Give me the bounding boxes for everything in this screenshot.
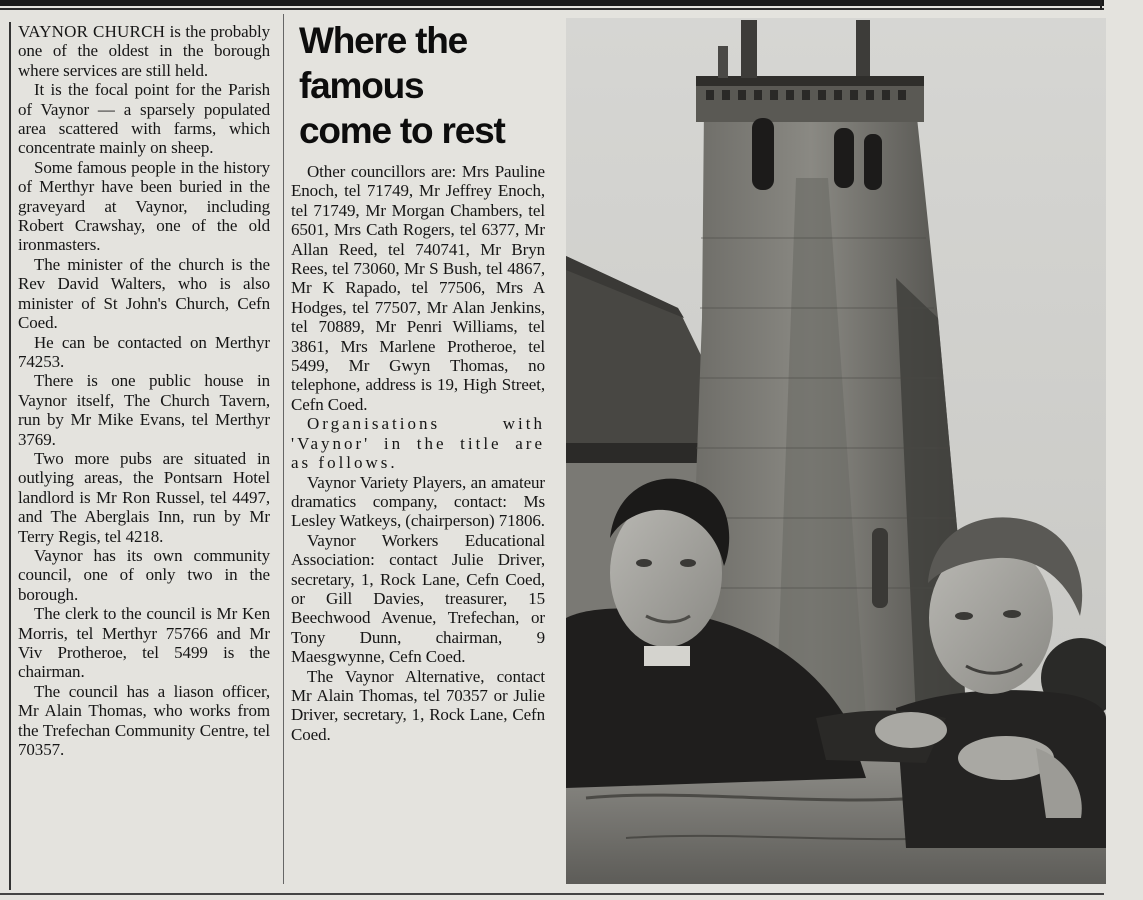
lead-in: VAYNOR CHURCH <box>18 22 166 41</box>
paragraph: The Vaynor Alternative, contact Mr Alain Thomas, tel 70357 or Julie Driver, secretary, 1, Rock Lane, Cefn Coed. <box>291 666 545 744</box>
paragraph: Some famous people in the history of Merthyr have been buried in the graveyard at Vaynor, including Robert Crawshay, one of the old ironmasters. <box>18 157 270 255</box>
bottom-rule <box>0 893 1104 895</box>
paragraph-text: is the probably one of the oldest in the borough where services are still held. <box>18 22 271 80</box>
paragraph-councillors: Other councillors are: Mrs Pauline Enoch, tel 71749, Mr Jeffrey Enoch, tel 71749, Mr Morgan Chambers, tel 6501, Mrs Cath Rogers, tel 6377, Mr Allan Reed, tel 740741, Mr Bryn Rees, tel 73060, Mr S Bush, tel 4867, Mr K Rapado, tel 77506, Mrs A Hodges, tel 77507, Mr Alan Jenkins, tel 70889, Mr Penri Williams, tel 3861, Mrs Marlene Protheroe, tel 5499, Mr Gwyn Thomas, no telephone, address is 19, High Street, Cefn Coed. <box>291 162 545 414</box>
top-rule <box>0 0 1104 6</box>
church-photo-illustration <box>566 18 1106 884</box>
paragraph-intro <box>18 22 270 80</box>
article-column-2 <box>291 162 545 744</box>
paragraph: The minister of the church is the Rev David Walters, who is also minister of St John's Church, Cefn Coed. <box>18 254 270 333</box>
article-column-1 <box>18 22 270 759</box>
church-photo <box>566 18 1106 884</box>
paragraph: The clerk to the council is Mr Ken Morris, tel Merthyr 75766 and Mr Viv Protheroe, tel 5499 is the chairman. <box>18 604 270 682</box>
headline-line-1: Where the <box>299 20 468 61</box>
right-rule-tick <box>1100 0 1102 10</box>
paragraph: Vaynor Variety Players, an amateur dramatics company, contact: Ms Lesley Watkeys, (chairperson) 71806. <box>291 472 545 531</box>
paragraph: Vaynor Workers Educational Association: contact Julie Driver, secretary, 1, Rock Lane, Cefn Coed, or Gill Davies, treasurer, 15 Beechwood Avenue, Trefechan, or Tony Dunn, chairman, 9 Maesgwynne, Cefn Coed. <box>291 530 545 667</box>
headline <box>299 18 559 153</box>
paragraph: Two more pubs are situated in outlying areas, the Pontsarn Hotel landlord is Mr Ron Russel, tel 4497, and The Aberglais Inn, run by Mr Terry Regis, tel 4218. <box>18 448 270 546</box>
paragraph-organisations: Organisations with 'Vaynor' in the title are as follows. <box>291 414 545 473</box>
headline-line-2: famous <box>299 65 424 106</box>
headline-line-3: come to rest <box>299 110 505 151</box>
paragraph: The council has a liason officer, Mr Alain Thomas, who works from the Trefechan Community Centre, tel 70357. <box>18 681 270 760</box>
paragraph: There is one public house in Vaynor itself, The Church Tavern, run by Mr Mike Evans, tel Merthyr 3769. <box>18 371 270 449</box>
left-column-rule <box>9 22 11 890</box>
column-divider <box>283 14 284 884</box>
paragraph: Vaynor has its own community council, one of only two in the borough. <box>18 545 270 604</box>
paragraph: It is the focal point for the Parish of Vaynor — a sparsely populated area scattered with farms, which concentrate mainly on sheep. <box>18 80 270 158</box>
top-rule-thin <box>0 8 1104 10</box>
paragraph: He can be contacted on Merthyr 74253. <box>18 332 270 371</box>
